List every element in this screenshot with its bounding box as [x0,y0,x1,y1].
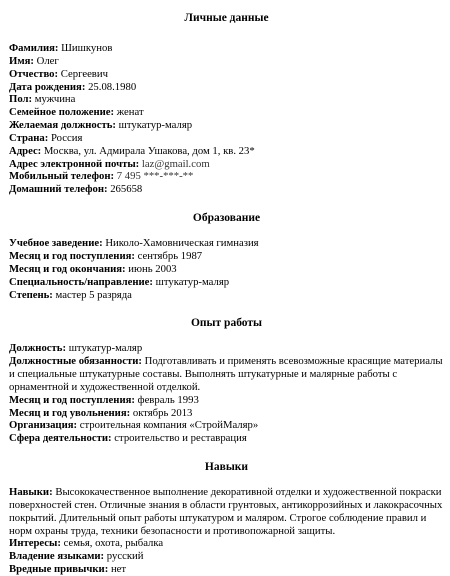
field-industry [9,432,444,445]
field-label: Организация: [9,419,78,432]
field-graduation-date [9,263,444,276]
field-label: Страна: [9,131,49,144]
field-value: сентябрь 1987 [137,249,203,262]
field-label: Семейное положение: [9,106,115,119]
field-label: Отчество: [9,67,59,80]
field-gender [9,93,444,106]
field-value: Сергеевич [60,67,108,80]
field-label: Сфера деятельности: [9,432,112,445]
field-surname [9,42,444,55]
field-interests [9,537,444,550]
field-label: Пол: [9,93,33,106]
field-label: Дата рождения: [9,80,86,93]
section-title-experience: Опыт работы [190,317,263,330]
field-value: мужчина [34,93,76,106]
field-mobile-phone [9,170,444,183]
field-first-name [9,55,444,68]
field-specialty [9,276,444,289]
field-value: Высококачественное выполнение декоративной отделки и художественной покраски поверхностей стен. Отличные знания в области грунтовых, антикоррозийных и лакокрасочных покрытий. Длительный опыт работы штукатуром и маляром. Строгое соблюдение правил и норм охраны труда, техники безопасности и противопожарной защиты. [9,486,443,537]
field-label: Специальность/направление: [9,275,153,288]
field-label: Фамилия: [9,42,59,54]
field-value: Подготавливать и применять всевозможные красящие материалы и специальные штукатурные составы. Выполнять штукатурные и малярные работы с орнаментной и художественной отделкой. [9,355,443,393]
field-marital-status [9,106,444,119]
field-hire-date [9,394,444,407]
field-label: Степень: [9,288,53,301]
field-value: женат [116,106,144,119]
field-label: Желаемая должность: [9,119,116,132]
skills-section [9,486,444,576]
field-value: февраль 1993 [137,393,199,406]
section-title-education: Образование [192,212,261,225]
field-label: Навыки: [9,486,53,499]
field-label: Адрес электронной почты: [9,157,140,170]
field-value: Шишкунов [61,42,113,54]
field-address [9,145,444,158]
field-value: Олег [36,54,59,67]
field-label: Домашний телефон: [9,183,108,196]
field-languages [9,550,444,563]
field-email [9,158,444,171]
field-home-phone [9,183,444,196]
field-bad-habits [9,563,444,576]
section-title-personal: Личные данные [184,12,269,24]
field-desired-position [9,119,444,132]
field-admission-date [9,250,444,263]
field-value: Москва, ул. Адмирала Ушакова, дом 1, кв. 23* [43,144,255,157]
field-value: 25.08.1980 [88,80,137,93]
field-value: мастер 5 разряда [55,288,132,301]
field-value: Россия [50,131,83,144]
field-value: июнь 2003 [128,262,177,275]
phone-link[interactable]: 7 495 ***-***-** [116,170,194,183]
field-label: Месяц и год окончания: [9,262,126,275]
field-institution [9,237,444,250]
field-value: октябрь 2013 [132,406,193,419]
field-label: Учебное заведение: [9,237,103,250]
field-label: Владение языками: [9,550,105,563]
field-degree [9,289,444,302]
field-label: Адрес: [9,144,42,157]
field-value: русский [106,550,144,563]
field-birth-date [9,81,444,94]
section-title-skills: Навыки [204,461,249,474]
email-link[interactable]: laz@gmail.com [141,157,210,170]
field-position [9,342,444,355]
field-duties [9,355,444,394]
field-value: строительство и реставрация [114,432,247,445]
field-label: Мобильный телефон: [9,170,115,183]
field-label: Имя: [9,54,34,67]
field-label: Вредные привычки: [9,563,109,576]
education-section [9,237,444,301]
field-value: строительная компания «СтройМаляр» [79,419,259,432]
field-leave-date [9,407,444,420]
field-value: 265658 [110,183,143,196]
personal-section [9,42,444,196]
field-value: нет [110,563,127,576]
field-country [9,132,444,145]
field-value: штукатур-маляр [118,119,193,132]
field-value: штукатур-маляр [155,275,230,288]
field-value: семья, охота, рыбалка [63,537,164,550]
field-label: Должностные обязанности: [9,355,142,368]
field-label: Месяц и год поступления: [9,393,135,406]
field-label: Месяц и год поступления: [9,249,135,262]
field-label: Интересы: [9,537,61,550]
field-skills [9,486,444,537]
field-value: Николо-Хамовническая гимназия [105,237,259,250]
field-patronymic [9,68,444,81]
field-label: Месяц и год увольнения: [9,406,131,419]
field-label: Должность: [9,342,67,355]
experience-section [9,342,444,445]
field-organization [9,419,444,432]
field-value: штукатур-маляр [68,342,143,355]
